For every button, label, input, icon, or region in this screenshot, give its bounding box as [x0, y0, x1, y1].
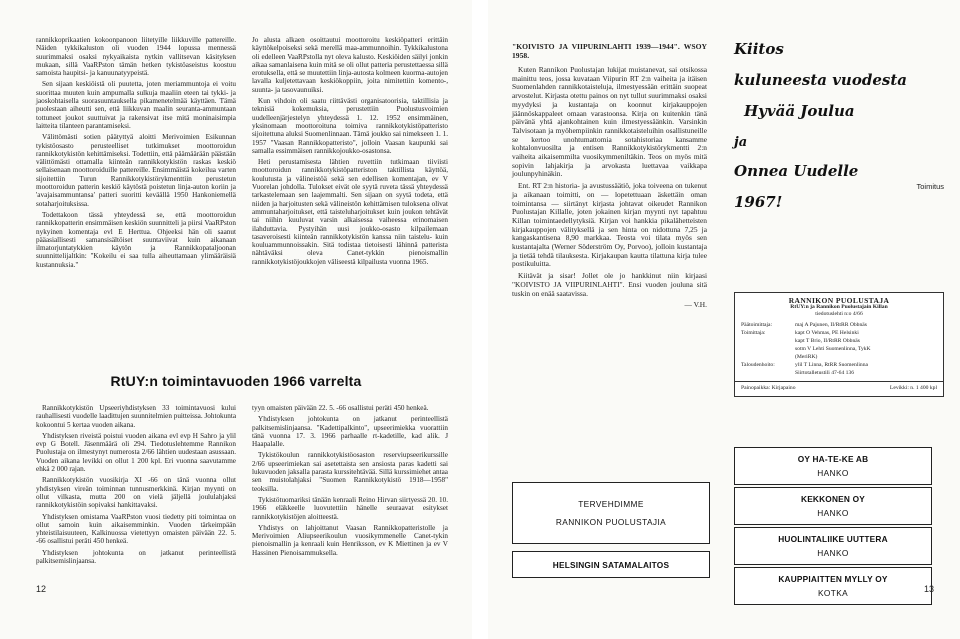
imprint-subtitle-issue: tiedotuslehti n:o 4/66 [815, 311, 863, 317]
ad-huolintaliike-uuttera [734, 527, 932, 565]
imprint-key: Päätoimittaja: [741, 322, 773, 328]
paragraph: Tykistötuomariksi tänään kenraali Reino Hirvan siirtyessä 20. 10. 1966 eläkkeelle luovutettiin hänelle seuraavat esitykset rannikkotykistöjen aloitteestä. [252, 495, 448, 521]
greeting-kuluneesta-vuodesta: kuluneesta vuodesta [734, 71, 907, 89]
spine-gutter [472, 0, 488, 639]
imprint-value: kapt T Brio, II/RtRR Obbnäs [795, 338, 860, 344]
article-signature: — V.H. [684, 300, 707, 310]
imprint-value: (MeriRK) [795, 354, 818, 360]
imprint-row [741, 362, 937, 369]
ad-line: KAUPPIAITTEN MYLLY OY [778, 574, 888, 584]
ad-line: OY HA-TE-KE AB [797, 454, 869, 464]
paragraph: Kun vihdoin oli saatu riittävästi organisatoorisia, taktillisia ja teknisiä kokemuksia, perustettiin Puolustusvoimien uudelleenjärjestelyn yhteydessä 1. 12. 1952 ensimmäinen, yksinomaan moottoroituna toimiva rannikkotykistöpatteristo sijoitettuna aluksi Suomenlinnaan. Tämä joukko sai nimekseen 1. 1. 1957 "Vaasan Rannikkopatteristo", jolloin Vaasan kaupunki sai samalla essimmäisen rannikkojoukko-osastonsa. [252, 97, 448, 155]
ad-kauppiaitten-mylly-oy [734, 567, 932, 605]
ad-line: HANKO [817, 468, 849, 478]
imprint-key [741, 354, 795, 361]
paragraph: Sen sijaan keskiöistä oli puutetta, joten meriammuntoja ei voitu suorittaa muuten kuin ampumalla sulkuja maaliin eteen tai tykki- ja jaoskohtaisella suorasuuntauksella pikamenetelmää käyttäen. Tämä puolestaan aiheutti sen, että liikkuvan maalin seuranta-ammuntaan tottuneet joukot suuttuivat ja rakensivat itse mitä moninaisimpia laitteita tilanteen parantamiseksi. [36, 80, 236, 130]
imprint-key [741, 338, 795, 345]
greeting-ja: ja [734, 135, 748, 150]
article-column-2 [252, 36, 448, 366]
left-page [0, 0, 472, 639]
ad-kekkonen-oy [734, 487, 932, 525]
ad-line: HUOLINTALIIKE UUTTERA [778, 534, 888, 544]
holiday-greeting [734, 40, 944, 224]
ad-line: TERVEHDIMME [578, 499, 644, 509]
right-page [488, 0, 960, 639]
greeting-signature: Toimitus [916, 182, 944, 191]
greeting-kiitos: Kiitos [734, 40, 784, 58]
imprint-divider [735, 381, 943, 382]
page-number: 12 [36, 584, 47, 594]
ad-line: KEKKONEN OY [801, 494, 865, 504]
ad-line: HELSINGIN SATAMALAITOS [552, 559, 670, 570]
imprint-row [741, 330, 937, 337]
imprint-key [741, 346, 795, 353]
paragraph: Todettakoon tässä yhteydessä se, että moottoroidun rannikkopatterin ensimmäisen keskiön suunnitteli ja piirsi VaaRPston nykyinen komentaja evl E Herttua. Ohjeeksi hän oli saanut pääasiallisesti samansisältöiset suuntaviivat kuin aikanaan ilmatorjuntatykkien käytön ja Rannikkopataljoonan suunnittelijaltkin: "Kokeilu ei saa tulla aiheuttamaan ylimääräisiä kustannuksia." [36, 210, 236, 269]
paragraph: Ent. RT 2:n historia- ja avustussäätiö, joka toiveena on tukenut ja aikanaan toimitti, on — lopetettuaan äskettäin oman toimintansa — siirtänyt kirjasta johtavat oikeudet Rannikon Puolustajan Killalle, joten jokainen kirjan myynti nyt tapahtuu Killan toimintaedellytyksiä. Kirjan voi hankkia pikalähetteisten kirjakauppojen välityksellä ja sen hinta on nidottuna 7,25 ja kangaskantisena 8,90 markkaa. Teosta voi tilata myös sen kustantajalta (Werner Söderström Oy, Porvoo), jolloin kustantaja ja tietää tehdä tilauksesta. Kirjakaupan kautta tilattuna kirja tulee postikuluitta. [512, 181, 707, 269]
paragraph: Yhdistyksen johtokunta on jatkanut perinteellistä palkitsemislinjaansa. "Kadettipalkinto", upseerimiekka vuorattiin tänä vuonna 17. 3. 1966 parhaalle rt-kadetille, kad alik. J Haapalalle. [252, 415, 448, 449]
section-headline: RtUY:n toimintavuoden 1966 varrelta [110, 373, 362, 389]
book-review-article [512, 42, 707, 402]
ad-oy-ha-te-ke-ab [734, 447, 932, 485]
imprint-row [741, 354, 937, 361]
ad-line: KOTKA [817, 588, 849, 598]
article-column-3 [36, 404, 237, 566]
paragraph: Yhdistyksen johtokunta on jatkanut perinteellistä palkitsemislinjaansa. [36, 548, 236, 566]
greeting-year: 1967! [734, 193, 783, 211]
imprint-key [741, 370, 795, 377]
imprint-value: sotm V Lehti Suomenlinna, TykK [795, 346, 871, 352]
imprint-value: maj A Pajunen, II/RtRR Obbnäs [795, 322, 867, 328]
imprint-value: Siirtotalletustili 47-64 136 [795, 370, 855, 376]
ad-tervehdimme [512, 482, 710, 544]
imprint-row [741, 370, 937, 377]
imprint-circulation: Levikki: n. 1 400 kpl [889, 385, 937, 391]
imprint-footer [741, 385, 937, 392]
article-column-1 [36, 36, 236, 366]
imprint-key: Toimittaja: [741, 330, 766, 336]
paragraph: rannikkoprikaatien kokoonpanoon liitetyille liikkuville pattereille. Näiden tykkikaluston oli vuoden 1944 lopussa mennessä suurimmaksi osaksi nykyaikaista nytkin vallitsevan käsityksen mukaan, sillä VaaRPston tämän hetken tykistöaseistus koostuu samoista haupitsi- ja kanuunatyypeistä. [36, 36, 236, 78]
paragraph: Heti perustamisesta lähtien ruvettiin tutkimaan tiiviisti moottoroidun rannikkotykistöpatteriston taktillista käyttöä, koulutusta ja välineistöä sekä sen edellisen komentajan, ev V Vuorelan johdolla. Tulokset eivät ole syytä ruveta tässä yhteydessä tarkastelemaan sen laajemmalti. Sen sijaan on syytä todeta, että niiden ja harjoitusten sekä välineistön kehittämisen tuloksena olivat ammuntaharjoitukset, että taisteluharjoitukset kuin joukon tehtävät tai niihin kuuluvat varsin alkaisessa vaiheessa erinomaisen ilahduttavia. Pystyihän uusi joukko-osasto kilpailemaan tasaveroisesti kiinteän rannikkotykistön kanssa niin taistelu- kuin kouluammunnoissakin. Sitä todistaa tietoisesti lähinnä patterista nähtäväksi oleva Canet-tykkin pienoismallin rannikkotykistöjoukkojen väliseestä kilpailusta vuonna 1965. [252, 158, 448, 266]
greeting-onnea-uudelle: Onnea Uudelle [734, 162, 859, 180]
page-number: 13 [923, 584, 934, 594]
paragraph: Rannikkotykistön Upseeriyhdistyksen 33 toimintavuosi kului rauhallisesti vuodelle laadittujen suunnitelmien puitteissa. Johtokunta kokoontui 5 kertaa vuoden aikana. [36, 404, 237, 429]
imprint-value: kapt O Vehmas, PE Helsinki [795, 330, 859, 336]
ad-line: HANKO [817, 508, 849, 518]
paragraph: Jo alusta alkaen osoittautui moottoroitu keskiöpatteri erittäin käyttökelpoiseksi sekä merellä maa-ammunnoihin. Tykkikalustona oli edelleen VaaRPstolla nyt oleva kalusto. Keskiöiden säilyi jonkin aikaa samanlaisena kuin mitä se oli ollut patteria perustettaessa sillä erotuksella, että se muutettiin linja-autosta kolmeen kuorma-autojen lavalla kuljetettavaan keskiökoppiin, joita nimitettiin komento-, suunta- ja tasovaunuiksi. [252, 36, 448, 94]
ad-line: HANKO [817, 548, 849, 558]
imprint-title: RANNIKON PUOLUSTAJA [788, 296, 890, 305]
imprint-box [734, 292, 944, 397]
ad-helsingin-satamalaitos [512, 551, 710, 578]
paragraph: Yhdistyksen omistama VaaRPston vuosi tiedetty piti toimintaa on ollut samoin kuin aikaisemminkin. Vuoden tärkeimpään yhteistilaisuuteen, Kalkinuossa vietettyyn omaisten päivään 22. 5. -66 osallistui peräti 450 henkeä. [36, 512, 236, 546]
paragraph: Välittömästi sotien päätyttyä aloitti Merivoimien Esikunnan tykistöosasto perusteelliset tutkimukset moottoroidun rannikkotykistön kehittämiseksi. Todettiin, että päämäärään päästään välittömästi ottamalla kiinteän rannikkotykistön raskas keskiö sellaisenaan moottoroiduille pattereille. Ensimmäistä kokeilua varten sijoitettiin Turun Rannikkotykistörykmenttiin perustetun moottoroidun patterin keskiö käytöstä poistetun linja-auton koriin ja 'avajaisammuntansa' patteri suoritti keväällä 1950 Hankoniemellä sotaharjoituksissa. [36, 133, 236, 208]
imprint-row [741, 338, 937, 345]
imprint-value: ylil T Linna, RtRR Suomenlinna [795, 362, 868, 368]
paragraph: Yhdistyksen riveistä poistui vuoden aikana evl evp H Sahro ja ylil evp G Botell. Jäsenmäärä oli 294. Tiedotuslehtemme Rannikon Puolustaja on ilmestynyt numerosta 2/66 lähtien uudestaan asussaan. Vuoden aikana levikki on ollut 1 200 kpl. Eri vuonna saavutamme ehkä 2 000 rajan. [36, 431, 236, 474]
paragraph: Kiitävät ja sisar! Jollet ole jo hankkinut niin kirjaasi "KOIVISTO JA VIIPURINLAHTI". Ensi vuoden jouluna sitä tuskin on enää saatavissa. [512, 271, 707, 298]
imprint-row [741, 322, 937, 329]
imprint-key: Taloudenhoito: [741, 362, 775, 368]
imprint-printer: Painopaikka: Kirjapaino [741, 385, 796, 391]
paragraph: Tykistökoulun rannikkotykistöosaston reserviupseerikurssille 2/66 upseerimiekan sai asetettaista sen ansiosta paras kadetti sai lukuvuoden jaksalla parasta kurssitehtävää. Sillä kurssimiehet antaa sen muistolahjaksi "Suomen Rannikkotykistö 1918—1958" teoksilla. [252, 451, 448, 493]
ad-line: RANNIKON PUOLUSTAJIA [555, 517, 667, 527]
article-column-4 [252, 404, 448, 559]
article-title: "KOIVISTO JA VIIPURINLAHTI 1939—1944". WSOY 1958. [512, 42, 707, 60]
paragraph: Rannikkotykistön vuosikirja XI -66 on tänä vuonna ollut yhdistyksen vireän toiminnan tunnusmerkkinä. Kirjan myynti on ollut vilkasta, mutta 200 on vielä jäljellä joululahjaksi rannikkotykistöin sopivaksi hankittavaksi. [36, 476, 236, 510]
paragraph: tyyn omaisten päivään 22. 5. -66 osallistui peräti 450 henkeä. [252, 404, 429, 412]
imprint-row [741, 346, 937, 353]
greeting-hyvaa-joulua: Hyvää Joulua [744, 102, 855, 120]
paragraph: Kuten Rannikon Puolustajan lukijat muistanevat, sai otsikossa mainittu teos, jossa kuvataan Viipurin RT 2:n vaiheita ja itäisen Suomenlahden rannikkotaisteluja, ilmestyessään erittäin suopeat arvostelut. Kirjasta otettu painos on nyt tullut suurimmaksi osaksi myydyksi ja kustantaja on koonnut kirjakauppojen jäännöskappaleet omaan varastoonsa. Kirja on kuitenkin tänä päivänä yhtä ajankohtainen kuin ilmestyessäänkin. Varsinkin Talvisotaan ja myöhempiinkin rannikkotaisteluihin osallistuneille se kertoo unohtumattomia sotahistoriaa kansamme kohtalonvuosilta ja entisen Rannikkotykistörykmentti 2:n vaiheita aikaisemmilta vuosikymmeniltäkin. Teos on myös mitä sopivin lahjakirja ja arvokasta luettavaa vaikkapa joulunpyhinäkin. [512, 65, 707, 179]
paragraph: Yhdistys on lahjoittanut Vaasan Rannikkopatteristolle ja Merivoimien Aliupseerikoulun vuosikymmenelle Canet-tykin pienoismallin ja kenraali kuin Henriksson, ev K Miettinen ja ev V Hassinen Pienoisammuksella. [252, 523, 448, 557]
imprint-subtitle: RtUY:n ja Rannikon Puolustajain Killan [790, 304, 888, 310]
